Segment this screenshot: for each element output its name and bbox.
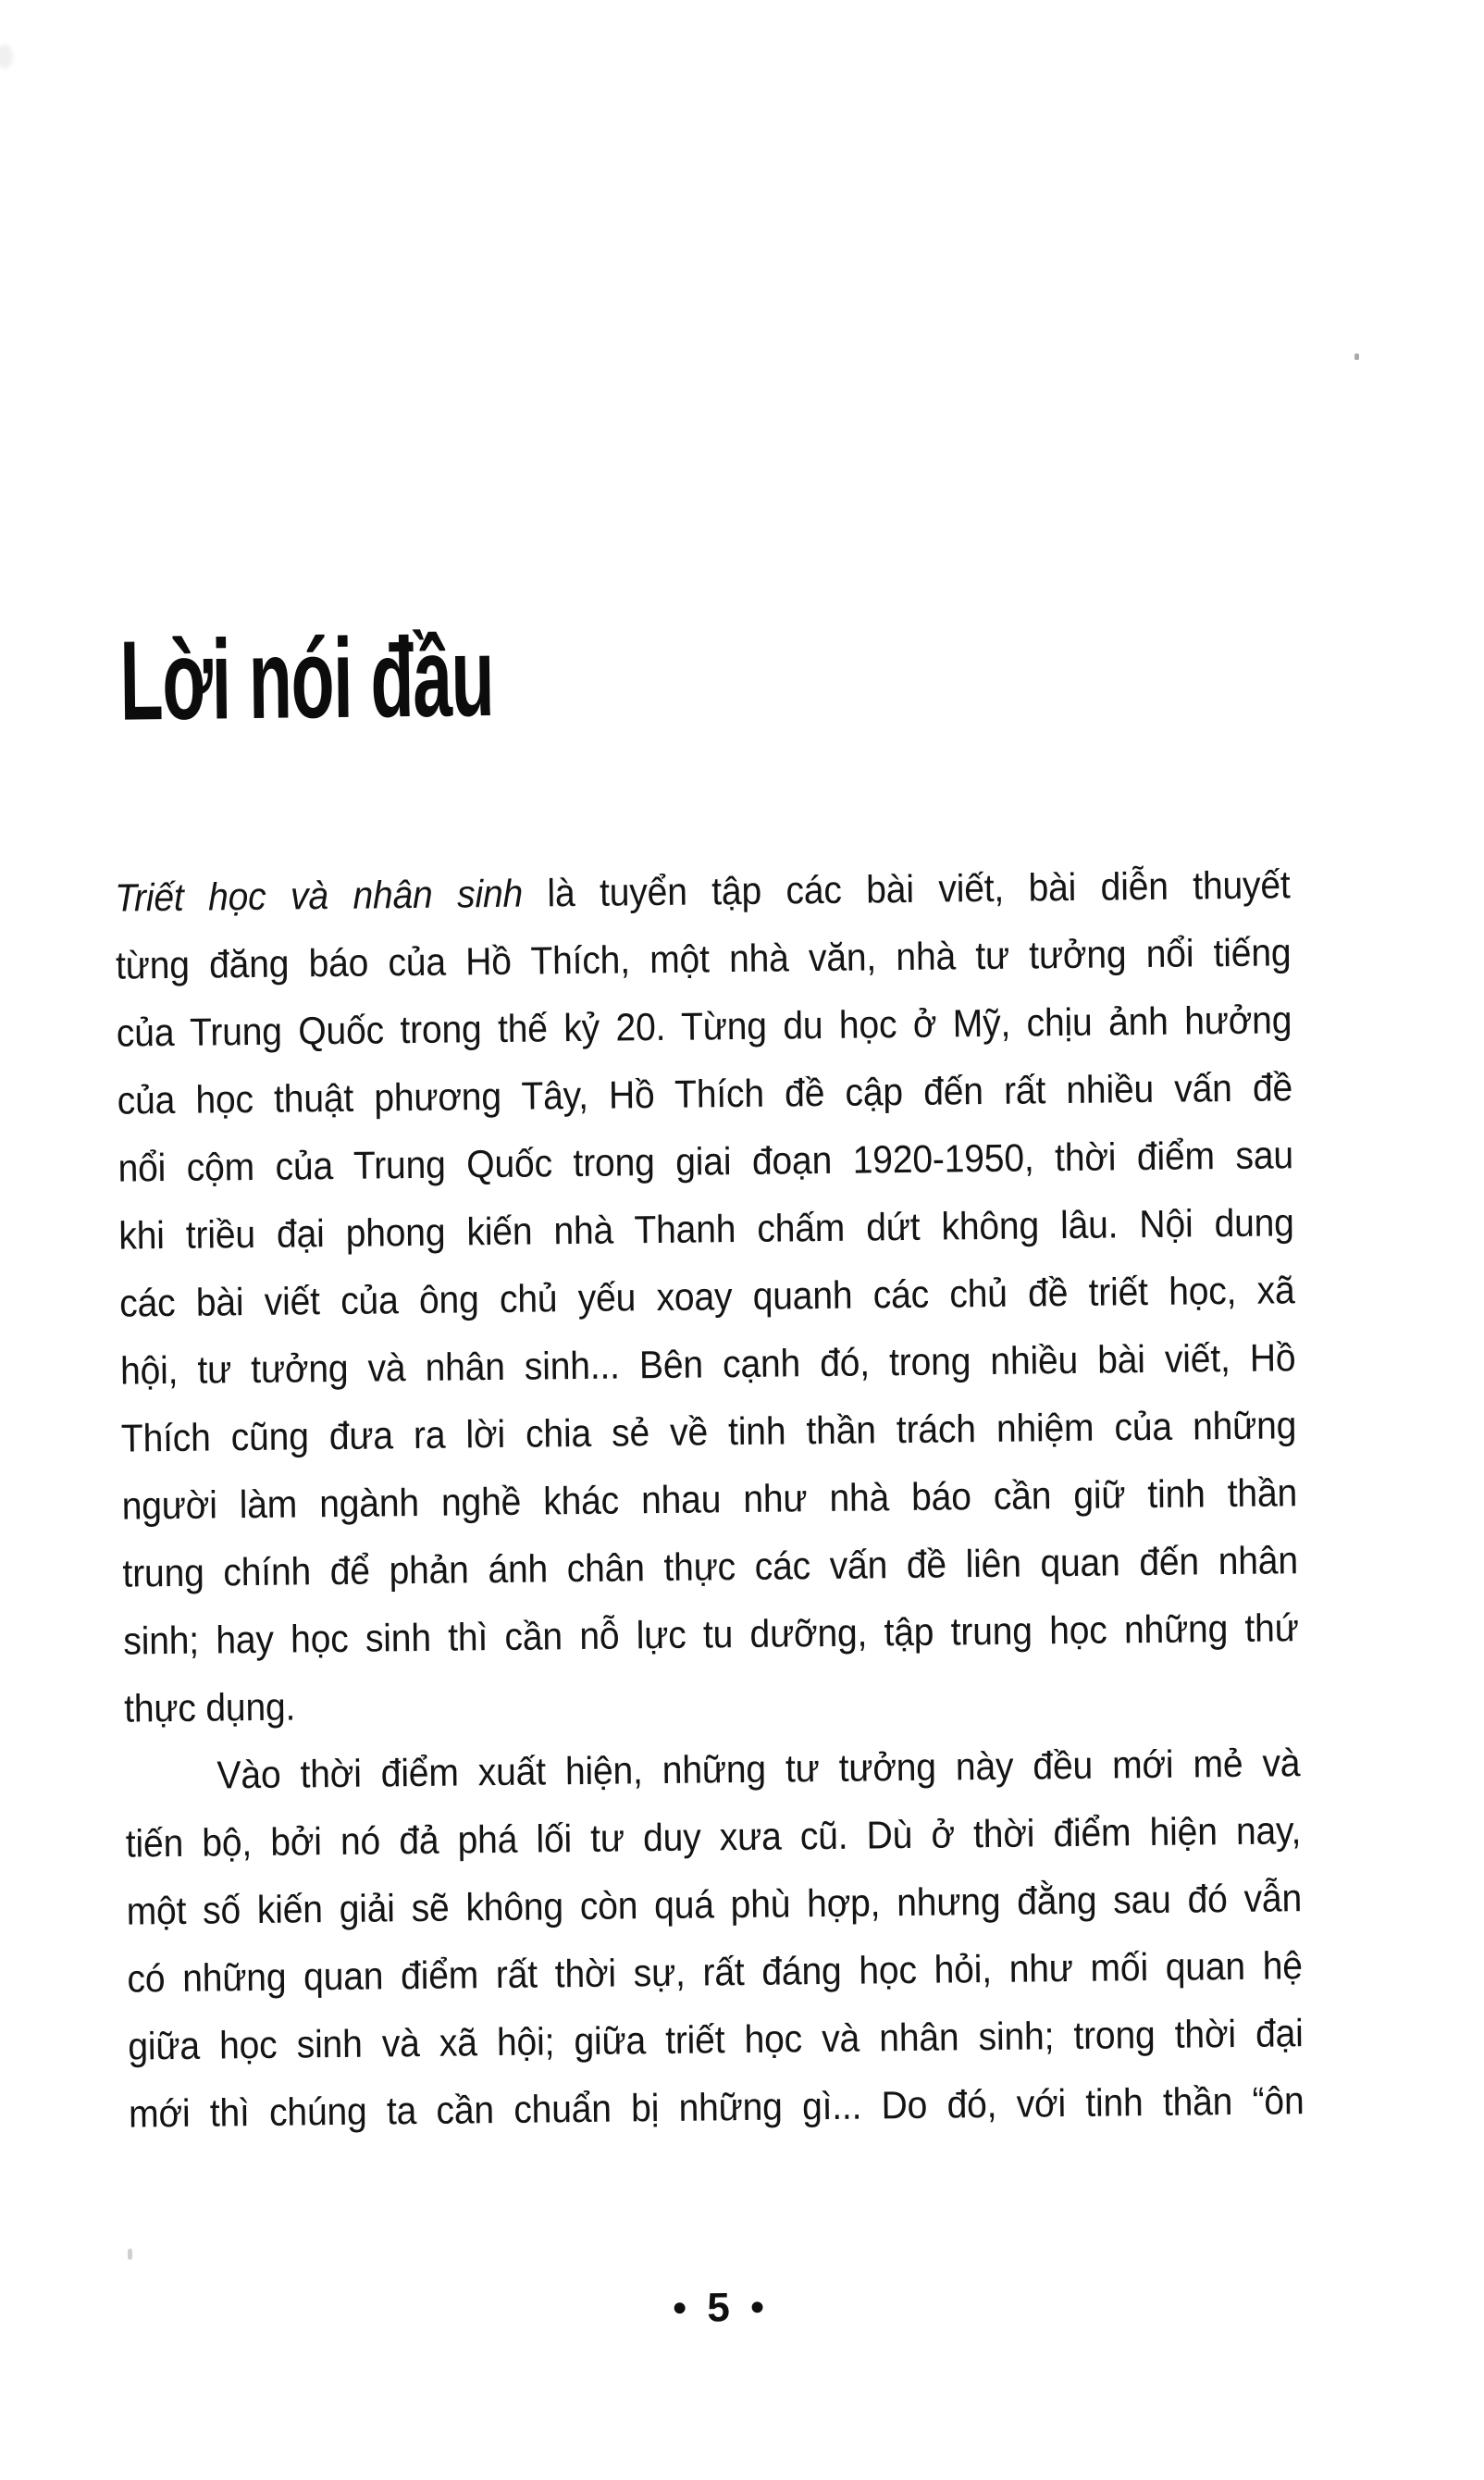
folio-number: 5 — [707, 2285, 731, 2331]
body-line: mới thì chúng ta cần chuẩn bị những gì... Do đó, với tinh thần “ôn — [128, 2078, 1305, 2136]
body-line: giữa học sinh và xã hội; giữa triết học và nhân sinh; trong thời đại — [128, 2011, 1304, 2068]
body-line: trung chính để phản ánh chân thực các vấn đề liên quan đến nhân — [122, 1538, 1299, 1595]
page-number — [130, 2272, 1306, 2344]
body-line: sinh; hay học sinh thì cần nỗ lực tu dưỡng, tập trung học những thứ — [123, 1606, 1299, 1663]
body-line: hội, tư tưởng và nhân sinh... Bên cạnh đó, trong nhiều bài viết, Hồ — [119, 1335, 1296, 1393]
body-line: nổi cộm của Trung Quốc trong giai đoạn 1920-1950, thời điểm sau — [117, 1133, 1294, 1190]
body-line: từng đăng báo của Hồ Thích, một nhà văn, nhà tư tưởng nổi tiếng — [115, 930, 1292, 987]
body-line: Thích cũng đưa ra lời chia sẻ về tinh thần trách nhiệm của những — [120, 1403, 1297, 1460]
body-line: các bài viết của ông chủ yếu xoay quanh các chủ đề triết học, xã — [118, 1268, 1295, 1325]
body-line: một số kiến giải sẽ không còn quá phù hợp, nhưng đằng sau đó vẫn — [126, 1876, 1303, 1933]
folio-left-dot: • — [672, 2285, 687, 2331]
body-line: của Trung Quốc trong thế kỷ 20. Từng du học ở Mỹ, chịu ảnh hưởng — [116, 998, 1292, 1055]
preface-body — [115, 850, 1305, 2147]
italic-book-title: Triết học và nhân sinh — [114, 871, 524, 920]
body-line: khi triều đại phong kiến nhà Thanh chấm dứt không lâu. Nội dung — [118, 1200, 1294, 1258]
chapter-title: Lời nói đầu — [118, 613, 495, 744]
body-line: tiến bộ, bởi nó đả phá lối tư duy xưa cũ. Dù ở thời điểm hiện nay, — [125, 1808, 1302, 1866]
folio-right-dot: • — [749, 2284, 765, 2330]
body-line: của học thuật phương Tây, Hồ Thích đề cập đến rất nhiều vấn đề — [117, 1065, 1293, 1122]
body-line: thực dụng. — [123, 1684, 296, 1730]
body-line: Triết học và nhân sinh là tuyển tập các bài viết, bài diễn thuyết — [114, 862, 1291, 920]
body-line: có những quan điểm rất thời sự, rất đáng học hỏi, như mối quan hệ — [127, 1943, 1304, 2001]
body-line: người làm ngành nghề khác nhau như nhà báo cần giữ tinh thần — [121, 1470, 1298, 1528]
body-line: Vào thời điểm xuất hiện, những tư tưởng này đều mới mẻ và — [216, 1741, 1301, 1797]
